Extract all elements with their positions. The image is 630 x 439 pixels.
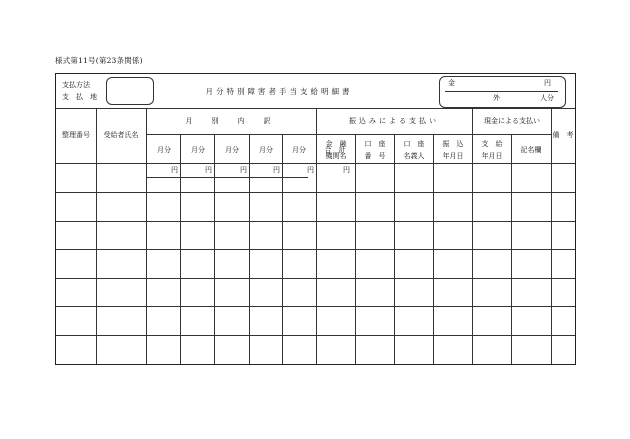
col-header-bank-2: 機関名: [325, 152, 347, 160]
col-header-remarks: 備 考: [552, 131, 574, 139]
col-rule-pay-date: [511, 134, 512, 364]
col-header-seq: 整理番号: [62, 131, 90, 139]
yen-unit-4: 円: [273, 166, 280, 174]
group-header-rule: [146, 134, 551, 135]
col-header-pay-date-1: 支 給: [481, 140, 503, 148]
unit-row-rule: [146, 177, 308, 178]
col-header-pay-date-2: 年月日: [481, 152, 503, 160]
col-header-month-4: 月分: [259, 146, 273, 154]
col-header-month-5: 月分: [292, 146, 306, 154]
col-header-transfer-date-1: 振 込: [442, 140, 464, 148]
col-rule-month1: [180, 134, 181, 364]
col-rule-seal: [551, 108, 552, 364]
col-header-account-1: 口 座: [364, 140, 386, 148]
yen-unit-total: 円: [343, 166, 350, 174]
amount-label: 金: [448, 79, 455, 87]
col-header-seal: 記名欄: [520, 146, 542, 154]
col-rule-seq: [96, 108, 97, 364]
yen-unit-3: 円: [240, 166, 247, 174]
payment-method-label: 支払方法: [62, 81, 90, 89]
col-rule-month3: [249, 134, 250, 364]
col-header-bank-1: 金 融: [325, 140, 347, 148]
persons-unit: 人分: [540, 94, 554, 102]
col-header-name: 受給者氏名: [103, 131, 139, 139]
col-header-monthly: 月 別 内 訳: [185, 117, 277, 125]
yen-unit-5: 円: [307, 166, 314, 174]
col-rule-month2: [214, 134, 215, 364]
col-header-holder-1: 口 座: [403, 140, 425, 148]
amount-unit: 円: [544, 79, 551, 87]
yen-unit-2: 円: [205, 166, 212, 174]
yen-unit-1: 円: [171, 166, 178, 174]
allowance-statement-form: [55, 73, 576, 365]
col-header-month-1: 月分: [157, 146, 171, 154]
col-header-transfer-date-2: 年月日: [442, 152, 464, 160]
col-header-cash: 現金による支払い: [484, 117, 540, 125]
col-header-account-2: 番 号: [364, 152, 386, 160]
col-rule-holder: [433, 134, 434, 364]
col-header-transfer: 振込みによる支払い: [349, 117, 439, 125]
payment-method-bracket: [106, 77, 154, 105]
col-rule-account: [394, 134, 395, 364]
col-header-total: 合 計: [324, 146, 346, 154]
col-rule-transfer-date: [472, 108, 473, 364]
col-rule-name: [146, 108, 147, 364]
col-rule-month4: [282, 134, 283, 364]
col-header-month-2: 月分: [191, 146, 205, 154]
col-header-holder-2: 名義人: [403, 152, 425, 160]
col-rule-total: [316, 108, 317, 364]
payment-place-label: 支 払 地: [62, 93, 97, 101]
form-number-caption: 様式第11号(第23条関係): [55, 56, 143, 65]
persons-prefix: 外: [493, 94, 500, 102]
col-rule-bank: [355, 134, 356, 364]
col-header-month-3: 月分: [225, 146, 239, 154]
amount-divider: [445, 91, 558, 92]
form-title: 月分特別障害者手当支給明細書: [205, 87, 353, 96]
